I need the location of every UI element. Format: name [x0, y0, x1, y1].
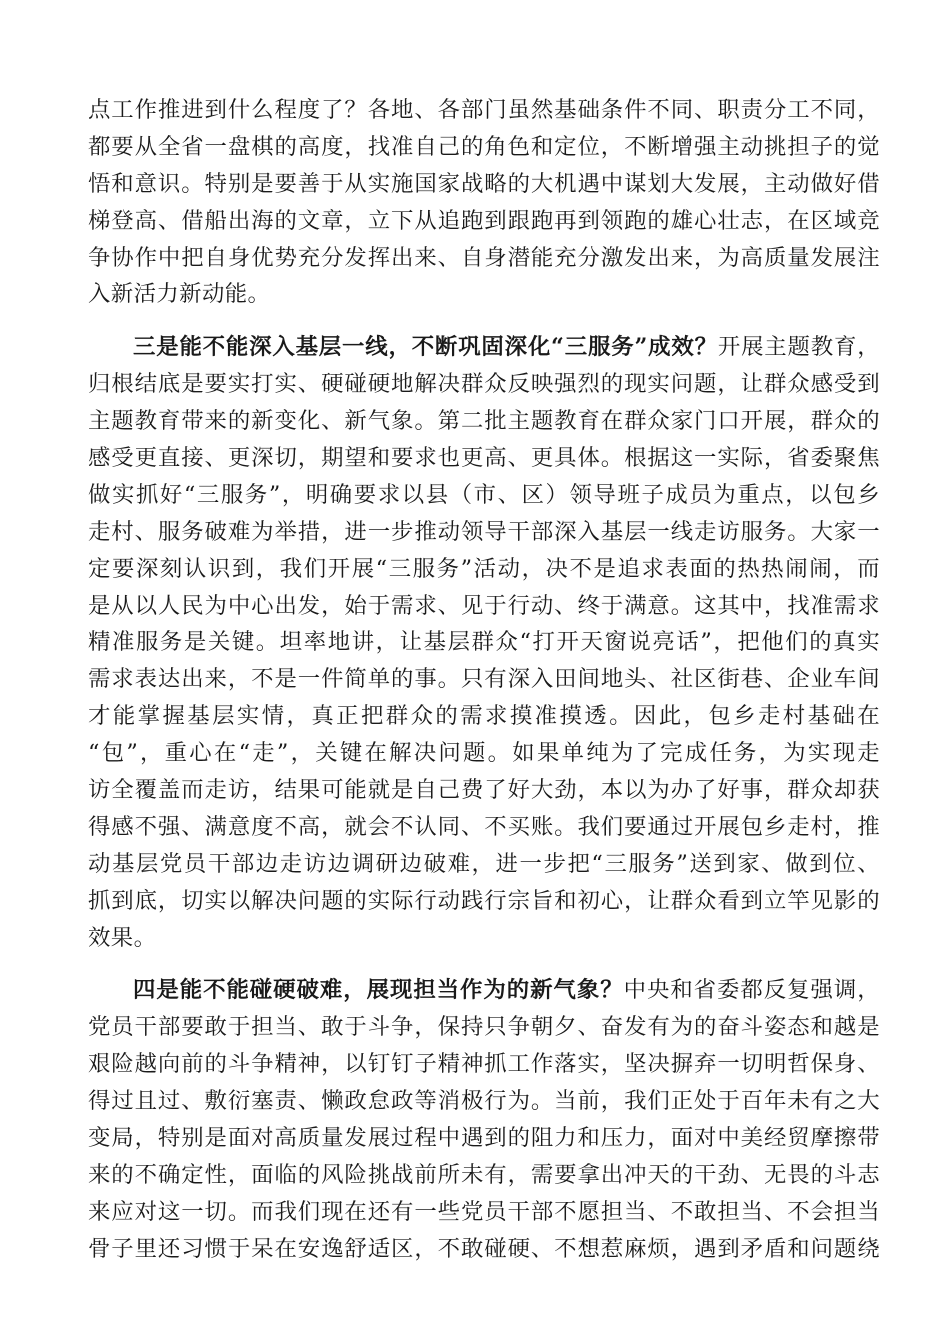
text-line: 定要深刻认识到，我们开展“三服务”活动，决不是追求表面的热热闹闹，而	[88, 555, 880, 582]
text-line: 做实抓好“三服务”，明确要求以县（市、区）领导班子成员为重点，以包乡	[88, 481, 880, 508]
text-line: 变局，特别是面对高质量发展过程中遇到的阻力和压力，面对中美经贸摩擦带	[88, 1125, 880, 1152]
text-line: 都要从全省一盘棋的高度，找准自己的角色和定位，不断增强主动挑担子的觉	[88, 133, 880, 160]
text-line: 艰险越向前的斗争精神，以钉钉子精神抓工作落实，坚决摒弃一切明哲保身、	[88, 1051, 880, 1078]
text-line: 骨子里还习惯于呆在安逸舒适区，不敢碰硬、不想惹麻烦，遇到矛盾和问题绕	[88, 1235, 880, 1262]
text-line: 动基层党员干部边走访边调研边破难，进一步把“三服务”送到家、做到位、	[88, 850, 880, 877]
paragraph-1	[88, 92, 880, 313]
text-line: 效果。	[88, 924, 157, 951]
text-line: 梯登高、借船出海的文章，立下从追跑到跟跑再到领跑的雄心壮志，在区域竞	[88, 207, 880, 234]
text-line: 来应对这一切。而我们现在还有一些党员干部不愿担当、不敢担当、不会担当	[88, 1198, 880, 1225]
paragraph-heading: 三是能不能深入基层一线，不断巩固深化“三服务”成效？	[133, 334, 718, 361]
text-line: 感受更直接、更深切，期望和要求也更高、更具体。根据这一实际，省委聚焦	[88, 445, 880, 472]
paragraph-heading: 四是能不能碰硬破难，展现担当作为的新气象？	[133, 977, 624, 1004]
text-line: 需求表达出来，不是一件简单的事。只有深入田间地头、社区街巷、企业车间	[88, 666, 880, 693]
text-line: 入新活力新动能。	[88, 281, 271, 308]
text-line: 精准服务是关键。坦率地讲，让基层群众“打开天窗说亮话”，把他们的真实	[88, 629, 880, 656]
text-line	[88, 972, 880, 1009]
text-line: 主题教育带来的新变化、新气象。第二批主题教育在群众家门口开展，群众的	[88, 408, 880, 435]
text-line: 点工作推进到什么程度了？各地、各部门虽然基础条件不同、职责分工不同，	[88, 97, 880, 123]
text-line: 走村、服务破难为举措，进一步推动领导干部深入基层一线走访服务。大家一	[88, 518, 880, 545]
text-line: 得过且过、敷衍塞责、懒政怠政等消极行为。当前，我们正处于百年未有之大	[88, 1088, 880, 1115]
text-line: 争协作中把自身优势充分发挥出来、自身潜能充分激发出来，为高质量发展注	[88, 244, 880, 271]
text-line: 才能掌握基层实情，真正把群众的需求摸准摸透。因此，包乡走村基础在	[88, 703, 880, 730]
text-line: 得感不强、满意度不高，就会不认同、不买账。我们要通过开展包乡走村，推	[88, 813, 880, 840]
heading-continuation: 中央和省委都反复强调，	[623, 977, 880, 1004]
document-page	[88, 92, 880, 1268]
text-line: 悟和意识。特别是要善于从实施国家战略的大机遇中谋划大发展，主动做好借	[88, 170, 880, 197]
text-line: 访全覆盖而走访，结果可能就是自己费了好大劲，本以为办了好事，群众却获	[88, 777, 880, 804]
paragraph-2	[88, 329, 880, 956]
text-line: 党员干部要敢于担当、敢于斗争，保持只争朝夕、奋发有为的奋斗姿态和越是	[88, 1014, 880, 1041]
text-line: “包”，重心在“走”，关键在解决问题。如果单纯为了完成任务，为实现走	[88, 740, 880, 767]
text-line: 抓到底，切实以解决问题的实际行动践行宗旨和初心，让群众看到立竿见影的	[88, 887, 880, 914]
heading-continuation: 开展主题教育，	[717, 334, 880, 361]
text-line: 是从以人民为中心出发，始于需求、见于行动、终于满意。这其中，找准需求	[88, 592, 880, 619]
paragraph-3	[88, 972, 880, 1267]
text-line: 归根结底是要实打实、硬碰硬地解决群众反映强烈的现实问题，让群众感受到	[88, 371, 880, 398]
text-line	[88, 329, 880, 366]
text-line: 来的不确定性，面临的风险挑战前所未有，需要拿出冲天的干劲、无畏的斗志	[88, 1161, 880, 1188]
